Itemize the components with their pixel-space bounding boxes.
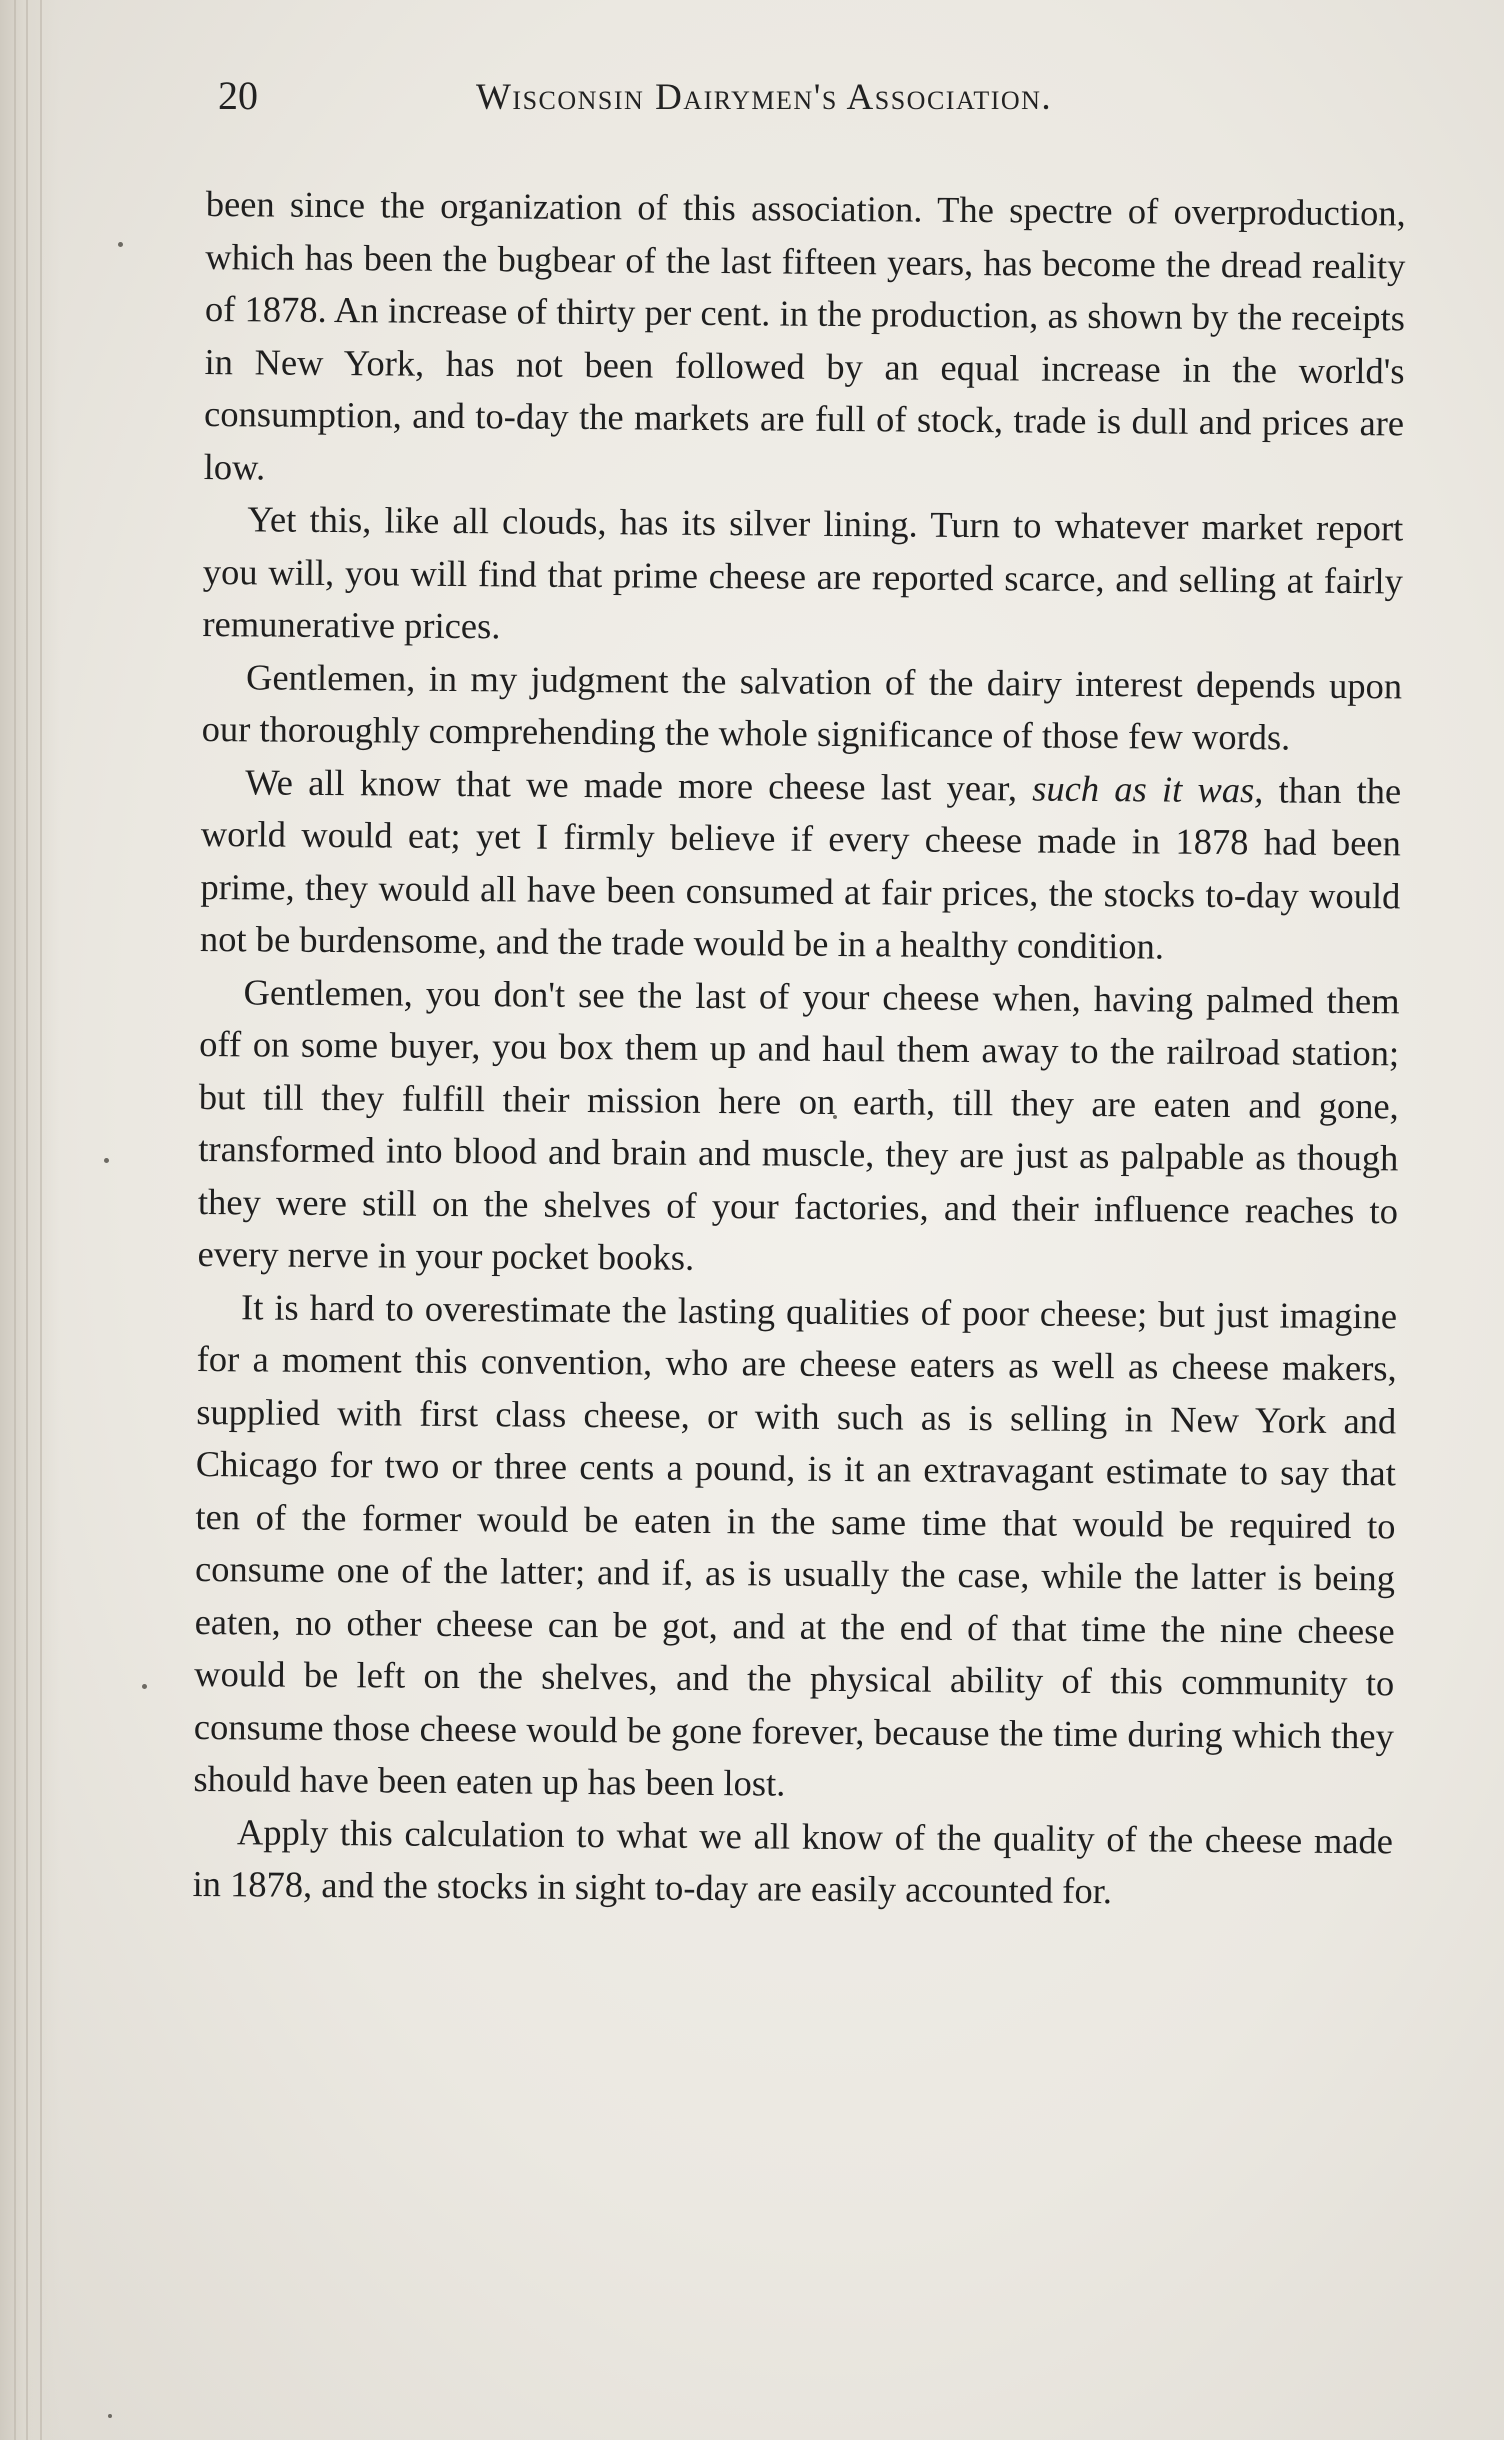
paragraph: Gentlemen, you don't see the last of your cheese when, having palmed them off on some buyer, you box them up and haul them away to the railroad station; but till they fulfill their mission here on earth, till they are eaten and gone, transformed into blood and brain and muscle, they are just as palpable as though they were still on the shelves of your factories, and their influence reaches to every nerve in your pocket books. (197, 970, 1400, 1278)
paragraph-text: than the world would eat; yet I firmly believe if every cheese made in 1878 had been prime, they would all have been consumed at fair prices, the stocks to-day would not be burdensome, and the trade would be in a healthy condition. (199, 768, 1402, 967)
paragraph: Apply this calculation to what we all know of the quality of the cheese made in 1878, and the stocks in sight to-day are easily accounted for. (192, 1810, 1394, 1912)
gutter-line (26, 0, 28, 2440)
body-text (192, 178, 1406, 1920)
print-speck (142, 1684, 147, 1689)
page-number: 20 (218, 73, 258, 118)
gutter-line (14, 0, 16, 2440)
paragraph-text: We all know that we made more cheese last year, (245, 760, 1033, 809)
gutter-line (40, 0, 42, 2440)
paragraph: Gentlemen, in my judgment the salvation of the dairy interest depends upon our thoroughly comprehending the whole significance of those few words. (201, 655, 1403, 758)
paragraph: been since the organization of this association. The spectre of overproduction, which has been the bugbear of the last fifteen years, has become the dread reality of 1878. An increase of thirty per cent. in the production, as shown by the receipts in New York, has not been followed by an equal increase in the world's consumption, and to-day the markets are full of stock, trade is dull and prices are low. (203, 182, 1406, 487)
italic-phrase: such as it was, (1032, 767, 1264, 810)
running-head-title: Wisconsin Dairymen's Association. (476, 77, 1053, 118)
print-speck (118, 242, 123, 247)
print-speck (104, 1158, 109, 1163)
paragraph: It is hard to overestimate the lasting qualities of poor cheese; but just imagine for a moment this convention, who are cheese eaters as well as cheese makers, supplied with first class cheese, or with such as is selling in New York and Chicago for two or three cents a pound, is it an extravagant estimate to say that ten of the former would be eaten in the same time that would be required to consume one of the latter; and if, as is usually the case, while the latter is being eaten, no other cheese can be got, and at the end of that time the nine cheese would be left on the shelves, and the physical ability of this community to consume those cheese would be gone forever, because the time during which they should have been eaten up has been lost. (193, 1285, 1398, 1804)
print-speck (108, 2414, 112, 2418)
binding-gutter (0, 0, 60, 2440)
paragraph (200, 755, 1402, 974)
paragraph: Yet this, like all clouds, has its silver lining. Turn to whatever market report you will, you will find that prime cheese are reported scarce, and selling at fairly remunerative prices. (202, 498, 1404, 647)
running-head (218, 72, 1398, 132)
